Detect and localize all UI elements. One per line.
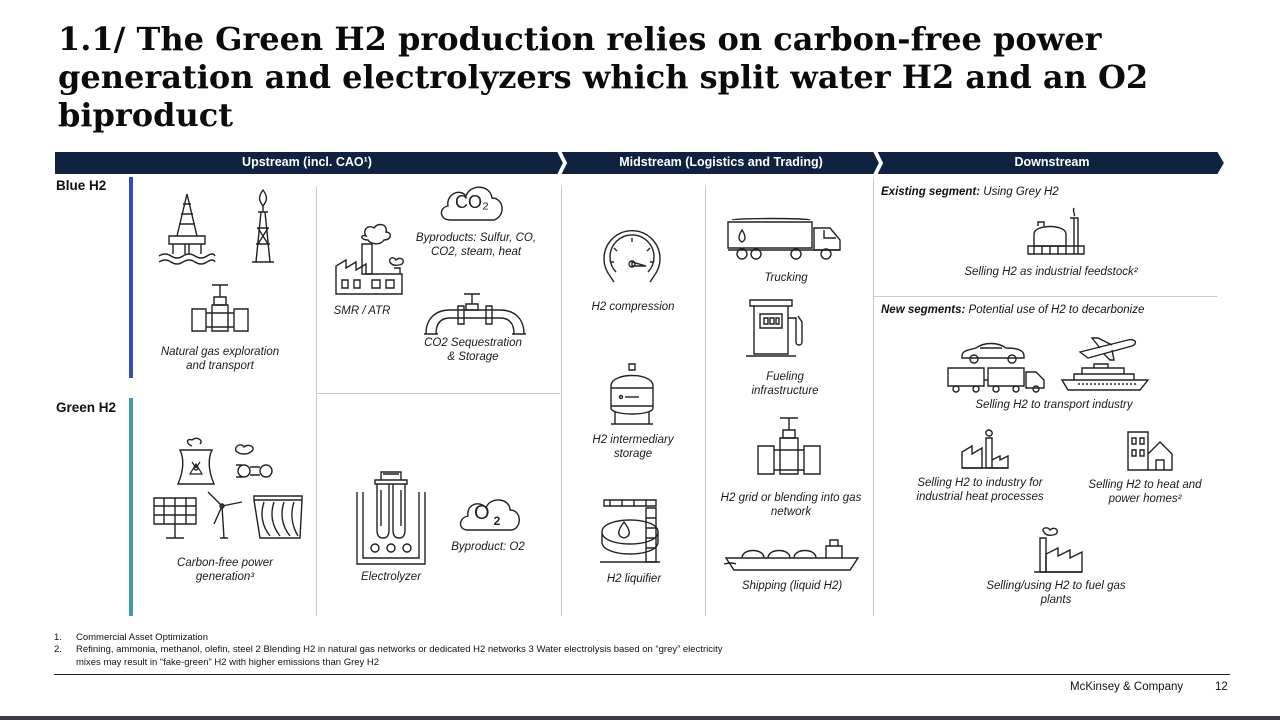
caption-heat-power-homes: Selling H2 to heat and power homes² bbox=[1088, 479, 1202, 505]
row-label-green-h2: Green H2 bbox=[56, 400, 117, 415]
caption-byproducts-sulfur: Byproducts: Sulfur, CO, CO2, steam, heat bbox=[415, 232, 537, 258]
hydro-dam-icon bbox=[250, 486, 306, 540]
footnote-2-continued: mixes may result in “fake-green” H2 with higher emissions than Grey H2 bbox=[76, 657, 380, 668]
gas-flare-tower-icon bbox=[246, 188, 280, 264]
caption-electrolyzer: Electrolyzer bbox=[360, 571, 422, 583]
hydro-turbine-icon bbox=[232, 443, 274, 483]
page-number: 12 bbox=[1215, 681, 1228, 693]
divider-midstream-downstream bbox=[873, 178, 874, 616]
offshore-rig-icon bbox=[155, 192, 219, 264]
row-bar-green bbox=[129, 398, 133, 616]
industrial-feedstock-plant-icon bbox=[1026, 206, 1086, 258]
divider-midstream-inner bbox=[705, 186, 706, 616]
nuclear-plant-icon bbox=[172, 440, 224, 486]
company-name: McKinsey & Company bbox=[1070, 681, 1184, 693]
tanker-truck-icon bbox=[726, 216, 844, 262]
car-icon bbox=[958, 340, 1028, 364]
caption-h2-intermediary-storage: H2 intermediary storage bbox=[592, 434, 674, 460]
co2-sequestration-pipe-icon bbox=[424, 292, 528, 336]
header-upstream-label: Upstream (incl. CAO¹) bbox=[242, 155, 372, 169]
bottom-border bbox=[0, 716, 1280, 720]
homes-buildings-icon bbox=[1126, 430, 1174, 472]
footnote-1: 1. Commercial Asset Optimization bbox=[54, 632, 208, 643]
row-bar-blue bbox=[129, 177, 133, 378]
lng-ship-icon bbox=[722, 538, 864, 572]
caption-h2-grid-blending: H2 grid or blending into gas network bbox=[720, 492, 862, 518]
pipeline-valve-icon bbox=[188, 281, 252, 335]
caption-industrial-feedstock: Selling H2 as industrial feedstock² bbox=[964, 266, 1138, 278]
caption-carbon-free-power: Carbon-free power generation³ bbox=[177, 557, 273, 583]
caption-fueling-infrastructure: Fueling infrastructure bbox=[751, 371, 819, 397]
cruise-ship-icon bbox=[1060, 362, 1150, 392]
fuel-pump-icon bbox=[744, 298, 808, 360]
caption-natural-gas-exploration: Natural gas exploration and transport bbox=[160, 346, 280, 372]
row-label-blue-h2: Blue H2 bbox=[56, 178, 107, 193]
o2-icon-text: O $_2$ bbox=[474, 502, 501, 528]
header-downstream-label: Downstream bbox=[1014, 155, 1090, 169]
gas-plant-icon bbox=[1030, 528, 1084, 574]
caption-transport-industry: Selling H2 to transport industry bbox=[975, 399, 1133, 411]
storage-tank-icon bbox=[605, 362, 659, 426]
liquifier-tank-icon bbox=[596, 496, 674, 568]
caption-h2-compression: H2 compression bbox=[591, 301, 675, 313]
compression-gauge-icon bbox=[600, 226, 664, 288]
caption-gas-plants: Selling/using H2 to fuel gas plants bbox=[986, 580, 1126, 606]
divider-upstream-midstream bbox=[561, 186, 562, 616]
new-segments-label: New segments: Potential use of H2 to decarbonize bbox=[881, 304, 1145, 316]
caption-trucking: Trucking bbox=[764, 272, 808, 284]
caption-h2-liquifier: H2 liquifier bbox=[606, 573, 662, 585]
solar-panel-icon bbox=[152, 496, 198, 540]
electrolyzer-icon bbox=[353, 470, 429, 566]
gas-grid-valve-icon bbox=[756, 416, 822, 476]
caption-industry-heat-processes: Selling H2 to industry for industrial heat processes bbox=[916, 477, 1044, 503]
smr-factory-icon bbox=[332, 222, 416, 296]
footer-rule bbox=[54, 674, 1230, 675]
wind-turbine-icon bbox=[200, 488, 246, 540]
industry-heat-factory-icon bbox=[960, 428, 1010, 470]
divider-blue-green bbox=[316, 393, 560, 394]
truck-trailer-icon bbox=[946, 364, 1046, 394]
header-midstream-label: Midstream (Logistics and Trading) bbox=[619, 155, 823, 169]
co2-icon-text: CO₂ bbox=[455, 192, 489, 212]
divider-downstream-segments bbox=[873, 296, 1217, 297]
caption-shipping-liquid-h2: Shipping (liquid H2) bbox=[741, 580, 843, 592]
footnote-2: 2. Refining, ammonia, methanol, olefin, steel 2 Blending H2 in natural gas networks or dedicated H2 networks 3 Water electrolysis based on “grey” electricity bbox=[54, 644, 723, 655]
divider-upstream-inner bbox=[316, 186, 317, 616]
existing-segment-label: Existing segment: Using Grey H2 bbox=[881, 186, 1059, 198]
airplane-icon bbox=[1078, 336, 1138, 362]
caption-byproduct-o2: Byproduct: O2 bbox=[451, 541, 525, 553]
caption-smr-atr: SMR / ATR bbox=[333, 305, 391, 317]
page-title: 1.1/ The Green H2 production relies on carbon-free power generation and electrolyzers which split water H2 and an O2 biproduct bbox=[58, 20, 1149, 134]
caption-co2-sequestration: CO2 Sequestration & Storage bbox=[424, 337, 522, 363]
